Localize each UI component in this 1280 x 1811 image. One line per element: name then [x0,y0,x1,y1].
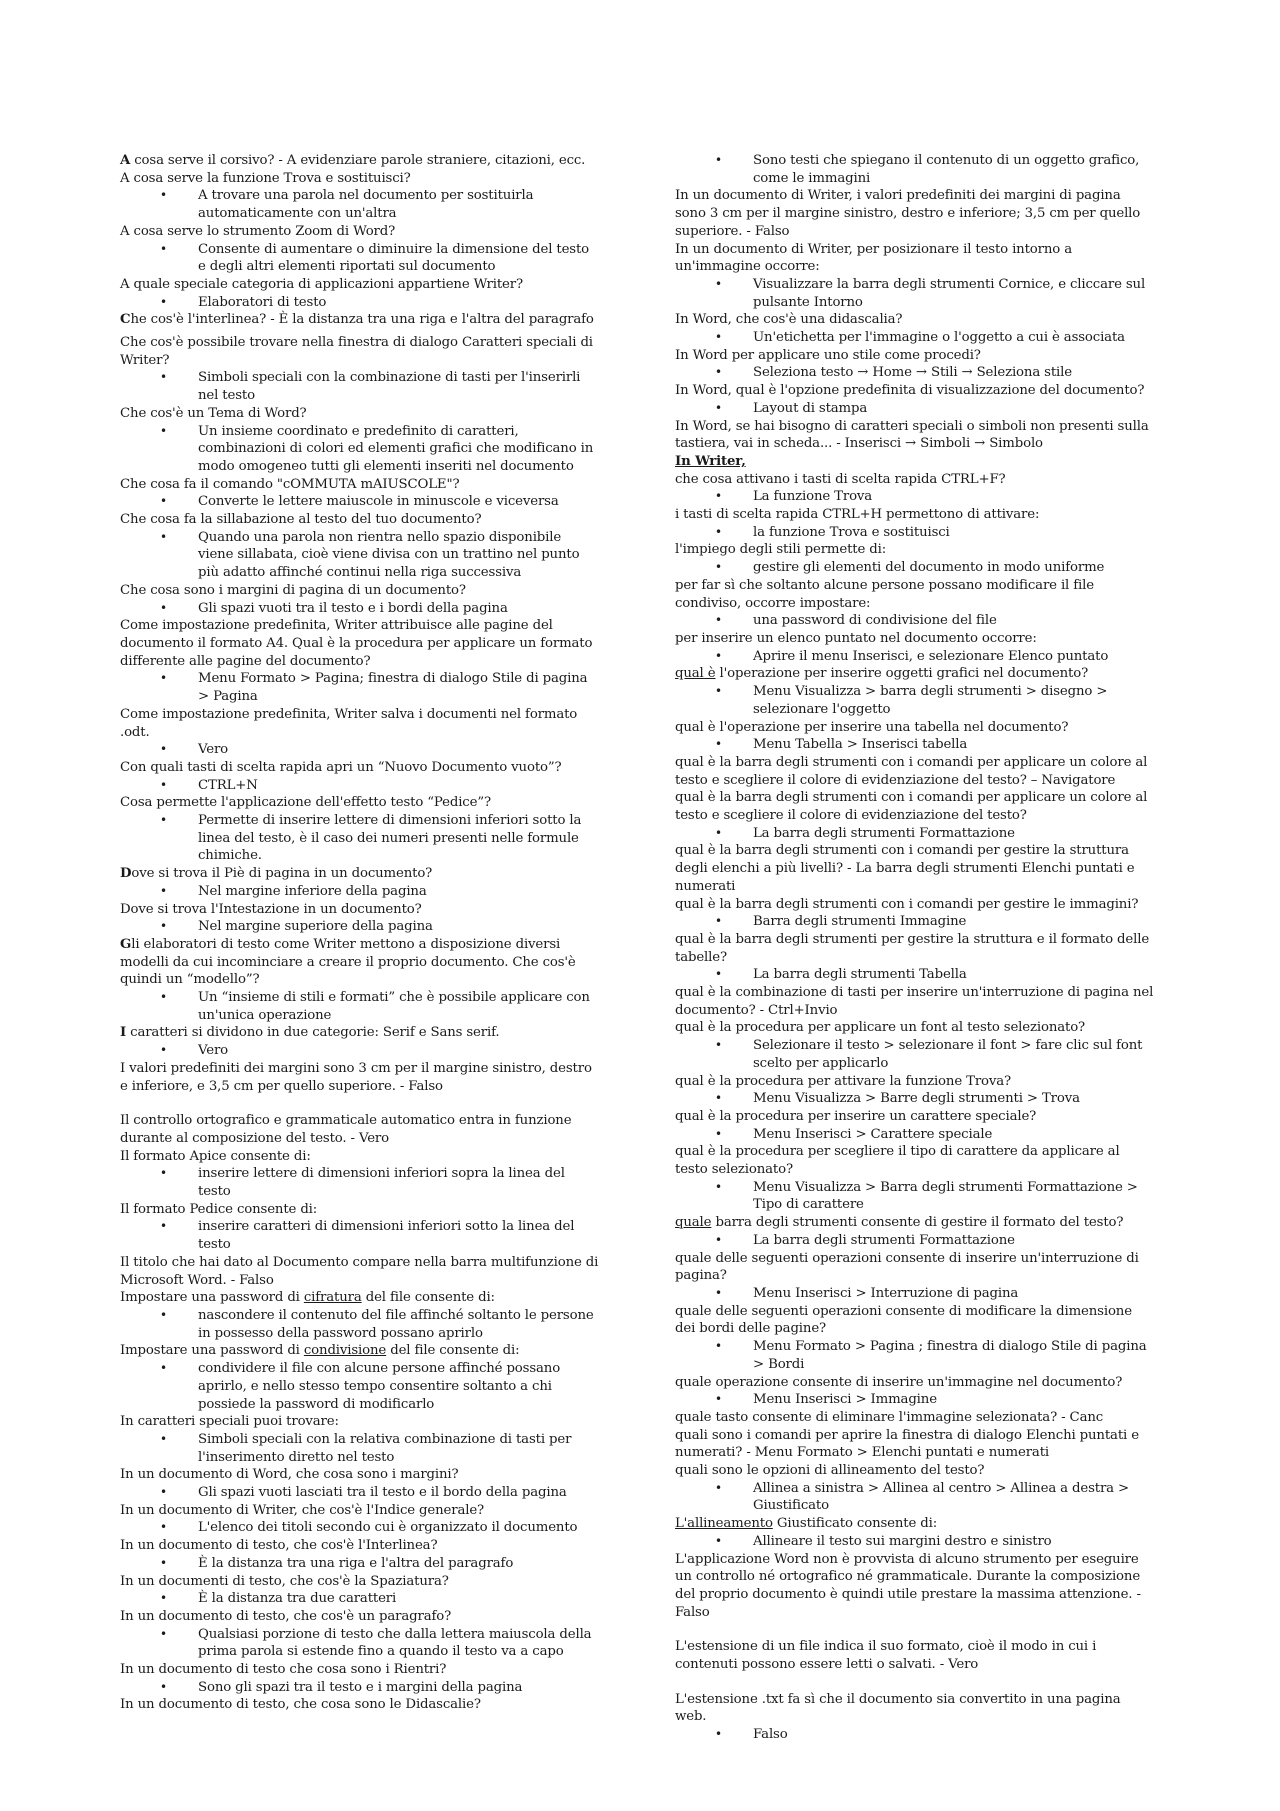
question-text-post: l'operazione per inserire oggetti grafici nel documento? [715,666,1089,682]
question-line [120,1024,600,1042]
answer-bullet: • Qualsiasi porzione di testo che dalla lettera maiuscola della prima parola si estende fino a quando il testo va a capo [120,1626,600,1661]
answer-bullet: • CTRL+N [120,777,600,795]
question-line: quale delle seguenti operazioni consente di inserire un'interruzione di pagina? [675,1250,1139,1284]
question-text: he cos'è l'interlinea? - È la distanza tra una riga e l'altra del paragrafo [130,312,594,328]
answer-bullet: • Menu Visualizza > Barra degli strumenti Formattazione > Tipo di carattere [675,1179,1155,1214]
question-line: Con quali tasti di scelta rapida apri un “Nuovo Documento vuoto”? [120,759,562,775]
question-line: qual è la procedura per inserire un carattere speciale? [675,1108,1037,1124]
question-line: Che cosa sono i margini di pagina di un documento? [120,582,466,598]
question-line: Il controllo ortografico e grammaticale automatico entra in funzione durante al composizione del testo. - Vero [120,1113,572,1146]
underlined-word: L'allineamento [675,1516,773,1532]
question-line: Il formato Apice consente di: [120,1148,311,1164]
question-line: In un documento di Writer, i valori predefiniti dei margini di pagina sono 3 cm per il margine sinistro, destro e inferiore; 3,5 cm per quello superiore. - Falso [675,188,1141,239]
question-text: caratteri si dividono in due categorie: Serif e Sans serif. [126,1025,500,1041]
question-line: A quale speciale categoria di applicazioni appartiene Writer? [120,276,523,292]
question-line: In un documento di testo, che cos'è l'Interlinea? [120,1538,438,1554]
answer-bullet: • Converte le lettere maiuscole in minuscole e viceversa [120,493,600,511]
question-line: In Word per applicare uno stile come procedi? [675,347,981,363]
question-line [675,1515,1155,1533]
question-line [120,1342,600,1360]
question-line: Il formato Pedice consente di: [120,1201,318,1217]
answer-bullet: • nascondere il contenuto del file affinché soltanto le persone in possesso della password possano aprirlo [120,1307,600,1342]
question-line: Che cos'è possibile trovare nella finestra di dialogo Caratteri speciali di Writer? [120,335,593,368]
question-line [675,1214,1155,1232]
question-text-post: del file consente di: [361,1290,495,1306]
answer-bullet: • Menu Inserisci > Interruzione di pagina [675,1285,1155,1303]
answer-bullet: • Barra degli strumenti Immagine [675,913,1155,931]
question-line: per far sì che soltanto alcune persone possano modificare il file condiviso, occorre impostare: [675,577,1094,611]
question-line: In Word, qual è l'opzione predefinita di visualizzazione del documento? [675,383,1145,399]
answer-bullet: • Un'etichetta per l'immagine o l'oggetto a cui è associata [675,329,1155,347]
question-line: In un documento di Writer, che cos'è l'Indice generale? [120,1502,485,1518]
underlined-word: quale [675,1215,712,1231]
question-line: In un documento di Word, che cosa sono i margini? [120,1467,459,1483]
answer-bullet: • Menu Formato > Pagina ; finestra di dialogo Stile di pagina > Bordi [675,1338,1155,1373]
underlined-word: cifratura [303,1290,362,1306]
answer-bullet: • la funzione Trova e sostituisci [675,524,1155,542]
question-line: che cosa attivano i tasti di scelta rapida CTRL+F? [675,471,1006,487]
question-line: A cosa serve la funzione Trova e sostituisci? [120,170,411,186]
question-line: In un documento di testo che cosa sono i Rientri? [120,1662,447,1678]
question-line: In Word, che cos'è una didascalia? [675,312,903,328]
answer-bullet: • Falso [675,1726,1155,1744]
question-line: qual è la barra degli strumenti per gestire la struttura e il formato delle tabelle? [675,931,1150,965]
question-line: qual è la combinazione di tasti per inserire un'interruzione di pagina nel documento? - Ctrl+Invio [675,985,1154,1018]
question-line [120,311,600,329]
question-line: qual è la procedura per attivare la funzione Trova? [675,1073,1012,1089]
question-line: In un documento di Writer, per posizionare il testo intorno a un'immagine occorre: [675,241,1072,275]
answer-bullet: • Consente di aumentare o diminuire la dimensione del testo e degli altri elementi riportati sul documento [120,241,600,276]
question-line: Come impostazione predefinita, Writer attribuisce alle pagine del documento il formato A4. Qual è la procedura per applicare un formato differente alle pagine del documento? [120,618,593,669]
question-line: Che cosa fa il comando "cOMMUTA mAIUSCOLE"? [120,476,460,492]
answer-bullet: • Un “insieme di stili e formati” che è possibile applicare con un'unica operazione [120,989,600,1024]
right-column [675,152,1155,1744]
answer-bullet: • Un insieme coordinato e predefinito di caratteri, combinazioni di colori ed elementi grafici che modificano in modo omogeneo tutti gli elementi inseriti nel documento [120,423,600,476]
bold-initial: A [120,153,131,168]
question-text-post: barra degli strumenti consente di gestire il formato del testo? [711,1215,1124,1231]
answer-bullet: • Allinea a sinistra > Allinea al centro > Allinea a destra > Giustificato [675,1480,1155,1515]
question-line: quale tasto consente di eliminare l'immagine selezionata? - Canc [675,1409,1104,1425]
question-line: qual è l'operazione per inserire una tabella nel documento? [675,719,1069,735]
question-text-pre: Impostare una password di [120,1290,304,1306]
question-line [675,665,1155,683]
question-text-post: del file consente di: [386,1343,520,1359]
question-line: quali sono i comandi per aprire la finestra di dialogo Elenchi puntati e numerati? - Menu Formato > Elenchi puntati e numerati [675,1427,1139,1461]
answer-bullet: • Quando una parola non rientra nello spazio disponibile viene sillabata, cioè viene divisa con un trattino nel punto più adatto affinché continui nella riga successiva [120,529,600,582]
question-line: L'estensione .txt fa sì che il documento sia convertito in una pagina web. [675,1691,1121,1725]
answer-bullet: • Allineare il testo sui margini destro e sinistro [675,1533,1155,1551]
bold-initial: G [120,936,132,952]
question-line: In caratteri speciali puoi trovare: [120,1414,339,1430]
answer-bullet: • Menu Formato > Pagina; finestra di dialogo Stile di pagina > Pagina [120,670,600,705]
question-line: In un documento di testo, che cos'è un paragrafo? [120,1608,452,1624]
question-line: Come impostazione predefinita, Writer salva i documenti nel formato .odt. [120,706,578,740]
question-text: cosa serve il corsivo? - A evidenziare parole straniere, citazioni, ecc. [130,153,586,168]
question-line: I valori predefiniti dei margini sono 3 cm per il margine sinistro, destro e inferiore, e 3,5 cm per quello superiore. - Falso [120,1060,592,1094]
answer-bullet: • Gli spazi vuoti lasciati tra il testo e il bordo della pagina [120,1484,600,1502]
question-line: qual è la barra degli strumenti con i comandi per applicare un colore al testo e scegliere il colore di evidenziazione del testo? [675,790,1148,824]
bold-initial: I [120,1025,127,1041]
answer-bullet: • Simboli speciali con la combinazione di tasti per l'inserirli nel testo [120,369,600,404]
question-line: Che cos'è un Tema di Word? [120,405,307,421]
question-text-post: Giustificato consente di: [772,1516,938,1532]
question-line [120,152,600,170]
answer-bullet: • Menu Visualizza > barra degli strumenti > disegno > selezionare l'oggetto [675,683,1155,718]
question-line: L'estensione di un file indica il suo formato, cioè il modo in cui i contenuti possono essere letti o salvati. - Vero [675,1639,1097,1673]
answer-bullet: • Nel margine superiore della pagina [120,918,600,936]
answer-bullet: • Gli spazi vuoti tra il testo e i bordi della pagina [120,600,600,618]
answer-bullet: • inserire caratteri di dimensioni inferiori sotto la linea del testo [120,1218,600,1253]
left-column [120,152,600,1714]
underlined-word: qual è [675,666,716,682]
question-line: qual è la barra degli strumenti con i comandi per gestire le immagini? [675,896,1139,912]
answer-bullet: • La barra degli strumenti Formattazione [675,1232,1155,1250]
answer-bullet: • La funzione Trova [675,488,1155,506]
spacer [675,1674,1155,1691]
answer-bullet: • gestire gli elementi del documento in modo uniforme [675,559,1155,577]
answer-bullet: • La barra degli strumenti Tabella [675,966,1155,984]
question-line [120,1289,600,1307]
answer-bullet: • L'elenco dei titoli secondo cui è organizzato il documento [120,1519,600,1537]
section-heading: In Writer, [675,453,746,469]
question-text-pre: Impostare una password di [120,1343,304,1359]
underlined-word: condivisione [303,1343,387,1359]
answer-bullet: • È la distanza tra una riga e l'altra del paragrafo [120,1555,600,1573]
answer-bullet: • condividere il file con alcune persone affinché possano aprirlo, e nello stesso tempo consentire soltanto a chi possiede la password di modificarlo [120,1360,600,1413]
answer-bullet: • Layout di stampa [675,400,1155,418]
answer-bullet: • inserire lettere di dimensioni inferiori sopra la linea del testo [120,1165,600,1200]
question-line: Dove si trova l'Intestazione in un documento? [120,901,422,917]
answer-bullet: • Menu Inserisci > Carattere speciale [675,1126,1155,1144]
question-line: quale delle seguenti operazioni consente di modificare la dimensione dei bordi delle pagine? [675,1303,1132,1337]
answer-bullet: • una password di condivisione del file [675,612,1155,630]
question-line: In Word, se hai bisogno di caratteri speciali o simboli non presenti sulla tastiera, vai in scheda... - Inserisci → Simboli → Simbolo [675,418,1149,452]
spacer [120,1095,600,1112]
question-line: Cosa permette l'applicazione dell'effetto testo “Pedice”? [120,795,491,811]
answer-bullet: • Sono gli spazi tra il testo e i margini della pagina [120,1679,600,1697]
bold-initial: C [120,312,131,328]
question-line: Che cosa fa la sillabazione al testo del tuo documento? [120,512,482,528]
answer-bullet: • Permette di inserire lettere di dimensioni inferiori sotto la linea del testo, è il caso dei numeri presenti nelle formule chimiche. [120,812,600,865]
answer-bullet: • Menu Tabella > Inserisci tabella [675,736,1155,754]
question-line: i tasti di scelta rapida CTRL+H permettono di attivare: [675,507,1040,523]
answer-bullet: • Seleziona testo → Home → Stili → Seleziona stile [675,364,1155,382]
question-line: quali sono le opzioni di allineamento del testo? [675,1463,985,1479]
question-line: qual è la barra degli strumenti con i comandi per applicare un colore al testo e scegliere il colore di evidenziazione del testo? – Navigatore [675,754,1148,788]
question-line: L'applicazione Word non è provvista di alcuno strumento per eseguire un controllo né ortografico né grammaticale. Durante la composizione del proprio documento è quindi utile prestare la massima attenzione. - Falso [675,1551,1141,1620]
question-line: quale operazione consente di inserire un'immagine nel documento? [675,1374,1123,1390]
answer-bullet: • Menu Visualizza > Barre degli strumenti > Trova [675,1090,1155,1108]
question-text: ove si trova il Piè di pagina in un documento? [131,866,433,882]
answer-bullet: • Vero [120,741,600,759]
answer-bullet: • Selezionare il testo > selezionare il font > fare clic sul font scelto per applicarlo [675,1037,1155,1072]
question-line: Il titolo che hai dato al Documento compare nella barra multifunzione di Microsoft Word. - Falso [120,1254,599,1288]
answer-bullet: • È la distanza tra due caratteri [120,1590,600,1608]
question-line: per inserire un elenco puntato nel documento occorre: [675,630,1037,646]
question-line: l'impiego degli stili permette di: [675,542,887,558]
spacer [675,1621,1155,1638]
answer-bullet: • Menu Inserisci > Immagine [675,1391,1155,1409]
answer-bullet: • Vero [120,1042,600,1060]
answer-bullet: • A trovare una parola nel documento per sostituirla automaticamente con un'altra [120,187,600,222]
answer-bullet: • La barra degli strumenti Formattazione [675,825,1155,843]
answer-bullet: • Elaboratori di testo [120,294,600,312]
question-line: qual è la procedura per applicare un font al testo selezionato? [675,1020,1086,1036]
answer-bullet: • Simboli speciali con la relativa combinazione di tasti per l'inserimento diretto nel testo [120,1431,600,1466]
question-line: qual è la barra degli strumenti con i comandi per gestire la struttura degli elenchi a più livelli? - La barra degli strumenti Elenchi puntati e numerati [675,843,1135,894]
question-line [120,936,600,989]
question-line: In un documenti di testo, che cos'è la Spaziatura? [120,1573,449,1589]
question-text: li elaboratori di testo come Writer mettono a disposizione diversi modelli da cui incominciare a creare il proprio documento. Che cos'è quindi un “modello”? [120,936,576,988]
answer-bullet: • Sono testi che spiegano il contenuto di un oggetto grafico, come le immagini [675,152,1155,187]
question-line [120,865,600,883]
question-line: In un documento di testo, che cosa sono le Didascalie? [120,1697,481,1713]
bold-initial: D [120,866,132,882]
answer-bullet: • Visualizzare la barra degli strumenti Cornice, e cliccare sul pulsante Intorno [675,276,1155,311]
answer-bullet: • Aprire il menu Inserisci, e selezionare Elenco puntato [675,648,1155,666]
answer-bullet: • Nel margine inferiore della pagina [120,883,600,901]
question-line: qual è la procedura per scegliere il tipo di carattere da applicare al testo selezionato? [675,1144,1120,1178]
question-line: A cosa serve lo strumento Zoom di Word? [120,223,396,239]
